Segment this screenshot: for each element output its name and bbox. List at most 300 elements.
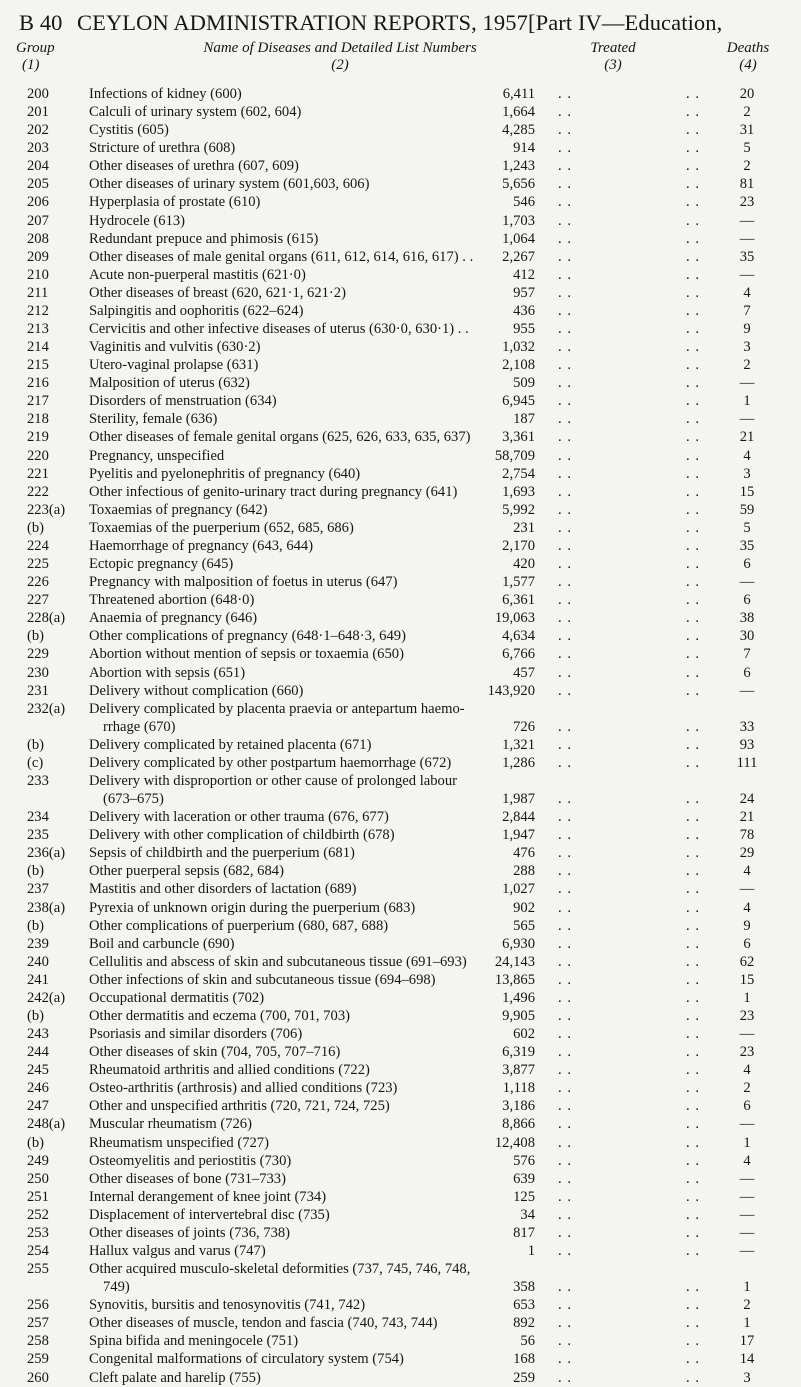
disease-name <box>89 519 669 537</box>
leader-dots: . . <box>686 483 700 500</box>
leader-dots: . . <box>558 1206 572 1223</box>
disease-name <box>89 808 669 826</box>
treated-count: 1,027 <box>502 881 535 898</box>
table-row <box>0 193 801 211</box>
deaths-count: 6 <box>743 935 751 952</box>
group-number: 234 <box>27 809 49 826</box>
disease-name <box>89 935 669 953</box>
column-number-name: (2) <box>331 57 349 73</box>
leader-dots: . . <box>558 574 572 591</box>
table-row <box>0 826 801 844</box>
group-number: 249 <box>27 1152 49 1169</box>
deaths-count: 38 <box>739 610 755 627</box>
leader-dots: . . <box>686 845 700 862</box>
leader-dots: . . <box>686 610 700 627</box>
group-number: 254 <box>27 1243 49 1259</box>
table-row <box>0 573 801 591</box>
table-row <box>0 1260 801 1296</box>
disease-name <box>89 862 669 880</box>
treated-count: 420 <box>513 556 535 573</box>
table-row <box>0 1369 801 1387</box>
deaths-count: 21 <box>739 429 755 446</box>
disease-name <box>89 1314 669 1332</box>
disease-name <box>89 103 669 121</box>
leader-dots: . . <box>686 863 700 880</box>
group-number: 218 <box>27 411 49 428</box>
deaths-count: 6 <box>743 664 751 681</box>
group-number: 236(a) <box>27 845 66 862</box>
leader-dots: . . <box>686 971 700 988</box>
deaths-count: 23 <box>739 1044 755 1061</box>
leader-dots: . . <box>558 1044 572 1061</box>
treated-count: 1,693 <box>502 483 535 500</box>
deaths-count: 9 <box>743 321 751 338</box>
table-row <box>0 1296 801 1314</box>
table-row <box>0 230 801 248</box>
treated-count: 358 <box>513 1279 535 1296</box>
deaths-count: 3 <box>743 339 751 356</box>
leader-dots: . . <box>558 1134 572 1151</box>
group-number: 204 <box>27 158 49 175</box>
disease-name <box>89 736 669 754</box>
column-label-group: Group <box>16 40 55 56</box>
disease-name-line: Other dermatitis and eczema (700, 701, 703) <box>89 1007 350 1024</box>
table-row <box>0 989 801 1007</box>
disease-name-line: Spina bifida and meningocele (751) <box>89 1333 299 1350</box>
deaths-count: 9 <box>743 917 751 934</box>
disease-name-line: Other diseases of bone (731–733) <box>89 1170 286 1187</box>
deaths-count: 1 <box>743 1134 751 1151</box>
leader-dots: . . <box>558 1116 572 1133</box>
treated-count: 288 <box>513 863 535 880</box>
leader-dots: . . <box>558 483 572 500</box>
leader-dots: . . <box>686 284 700 301</box>
disease-name <box>89 139 669 157</box>
disease-name <box>89 645 669 663</box>
deaths-count: 17 <box>739 1333 755 1350</box>
disease-name <box>89 1332 669 1350</box>
leader-dots: . . <box>558 212 572 229</box>
disease-name-line: Mastitis and other disorders of lactation (689) <box>89 881 357 898</box>
deaths-count: — <box>739 682 755 699</box>
leader-dots: . . <box>558 736 572 753</box>
group-number: 230 <box>27 664 49 681</box>
disease-name <box>89 1152 669 1170</box>
leader-dots: . . <box>686 574 700 591</box>
disease-name-line: Delivery complicated by other postpartum haemorrhage (672) <box>89 754 452 771</box>
table-row <box>0 935 801 953</box>
leader-dots: . . <box>558 845 572 862</box>
table-row <box>0 483 801 501</box>
deaths-count: 23 <box>739 1007 755 1024</box>
leader-dots: . . <box>686 881 700 898</box>
treated-count: 1,664 <box>502 104 535 121</box>
leader-dots: . . <box>558 917 572 934</box>
table-row <box>0 1079 801 1097</box>
disease-name-line: Hallux valgus and varus (747) <box>89 1243 266 1259</box>
treated-count: 9,905 <box>502 1007 535 1024</box>
table-row <box>0 591 801 609</box>
group-number: 207 <box>27 212 49 229</box>
group-number: 222 <box>27 483 49 500</box>
leader-dots: . . <box>558 989 572 1006</box>
leader-dots: . . <box>686 1224 700 1241</box>
treated-count: 546 <box>513 194 535 211</box>
group-number: (c) <box>27 754 44 771</box>
table-row <box>0 1025 801 1043</box>
table-row <box>0 1061 801 1079</box>
treated-count: 6,766 <box>502 646 535 663</box>
table-row <box>0 248 801 266</box>
leader-dots: . . <box>558 1369 572 1386</box>
table-row <box>0 555 801 573</box>
group-number: 240 <box>27 953 49 970</box>
treated-count: 902 <box>513 899 535 916</box>
leader-dots: . . <box>686 194 700 211</box>
leader-dots: . . <box>686 122 700 139</box>
disease-name <box>89 555 669 573</box>
deaths-count: 4 <box>743 899 751 916</box>
table-row <box>0 1134 801 1152</box>
deaths-count: 6 <box>743 592 751 609</box>
disease-name <box>89 1242 669 1260</box>
deaths-count: 31 <box>739 122 755 139</box>
treated-count: 436 <box>513 302 535 319</box>
leader-dots: . . <box>558 1026 572 1043</box>
treated-count: 457 <box>513 664 535 681</box>
leader-dots: . . <box>558 1297 572 1314</box>
treated-count: 8,866 <box>502 1116 535 1133</box>
leader-dots: . . <box>558 1080 572 1097</box>
table-row <box>0 338 801 356</box>
disease-name-line: Delivery with disproportion or other cause of prolonged labour <box>89 772 457 789</box>
group-number: 258 <box>27 1333 49 1350</box>
disease-name-line: Pregnancy with malposition of foetus in uterus (647) <box>89 574 398 591</box>
disease-name-line: Vaginitis and vulvitis (630·2) <box>89 339 261 356</box>
disease-name-line: Other and unspecified arthritis (720, 721, 724, 725) <box>89 1098 390 1115</box>
deaths-count: 33 <box>739 718 755 735</box>
group-number: 246 <box>27 1080 49 1097</box>
treated-count: 3,186 <box>502 1098 535 1115</box>
group-number: 212 <box>27 302 49 319</box>
group-number: 237 <box>27 881 49 898</box>
leader-dots: . . <box>558 321 572 338</box>
table-row <box>0 139 801 157</box>
leader-dots: . . <box>558 718 572 735</box>
deaths-count: 81 <box>739 176 755 193</box>
disease-name-line: Other complications of pregnancy (648·1–648·3, 649) <box>89 628 406 645</box>
disease-name <box>89 410 669 428</box>
table-row <box>0 428 801 446</box>
leader-dots: . . <box>686 519 700 536</box>
deaths-count: 3 <box>743 1369 751 1386</box>
leader-dots: . . <box>686 176 700 193</box>
treated-count: 3,361 <box>502 429 535 446</box>
leader-dots: . . <box>686 1007 700 1024</box>
disease-name-line: Synovitis, bursitis and tenosynovitis (741, 742) <box>89 1297 366 1314</box>
leader-dots: . . <box>686 790 700 807</box>
treated-count: 892 <box>513 1315 535 1332</box>
treated-count: 1,947 <box>502 827 535 844</box>
deaths-count: 23 <box>739 194 755 211</box>
table-row <box>0 121 801 139</box>
disease-name <box>89 356 669 374</box>
group-number: 233 <box>27 772 49 789</box>
treated-count: 1,118 <box>502 1080 535 1097</box>
leader-dots: . . <box>558 1188 572 1205</box>
disease-name <box>89 320 669 338</box>
leader-dots: . . <box>558 393 572 410</box>
disease-name <box>89 1007 669 1025</box>
deaths-count: — <box>739 574 755 591</box>
leader-dots: . . <box>558 953 572 970</box>
leader-dots: . . <box>686 1188 700 1205</box>
deaths-count: 59 <box>739 501 755 518</box>
group-number: 221 <box>27 465 49 482</box>
group-number: 243 <box>27 1026 49 1043</box>
leader-dots: . . <box>686 646 700 663</box>
group-number: 206 <box>27 194 49 211</box>
disease-name-line: Other diseases of urethra (607, 609) <box>89 158 299 175</box>
table-row <box>0 85 801 103</box>
table-row <box>0 1043 801 1061</box>
table-row <box>0 103 801 121</box>
leader-dots: . . <box>686 754 700 771</box>
table-row <box>0 627 801 645</box>
table-row <box>0 212 801 230</box>
group-number: 224 <box>27 537 49 554</box>
leader-dots: . . <box>558 827 572 844</box>
disease-name <box>89 754 669 772</box>
disease-name-line: Redundant prepuce and phimosis (615) <box>89 230 319 247</box>
disease-name <box>89 230 669 248</box>
leader-dots: . . <box>686 809 700 826</box>
table-row <box>0 447 801 465</box>
column-header-group <box>16 40 66 78</box>
deaths-count: 15 <box>739 971 755 988</box>
deaths-count: 62 <box>739 953 755 970</box>
leader-dots: . . <box>686 104 700 121</box>
column-number-deaths: (4) <box>739 57 757 73</box>
disease-name-line: Internal derangement of knee joint (734) <box>89 1188 327 1205</box>
disease-table <box>0 85 801 1387</box>
leader-dots: . . <box>686 1279 700 1296</box>
deaths-count: — <box>739 1026 755 1043</box>
disease-name <box>89 772 669 808</box>
deaths-count: — <box>739 375 755 392</box>
table-row <box>0 862 801 880</box>
group-number: 201 <box>27 104 49 121</box>
table-row <box>0 356 801 374</box>
group-number: 223(a) <box>27 501 66 518</box>
deaths-count: 4 <box>743 863 751 880</box>
deaths-count: 7 <box>743 302 751 319</box>
disease-name-line: Salpingitis and oophoritis (622–624) <box>89 302 304 319</box>
leader-dots: . . <box>558 881 572 898</box>
leader-dots: . . <box>558 1279 572 1296</box>
group-number: 232(a) <box>27 700 66 717</box>
leader-dots: . . <box>558 935 572 952</box>
group-number: 235 <box>27 827 49 844</box>
group-number: (b) <box>27 519 45 536</box>
table-row <box>0 501 801 519</box>
group-number: 231 <box>27 682 49 699</box>
table-row <box>0 682 801 700</box>
disease-name-line: Anaemia of pregnancy (646) <box>89 610 258 627</box>
leader-dots: . . <box>686 682 700 699</box>
table-row <box>0 1242 801 1260</box>
treated-count: 19,063 <box>494 610 535 627</box>
disease-name-line: Infections of kidney (600) <box>89 86 242 102</box>
deaths-count: — <box>739 212 755 229</box>
table-row <box>0 410 801 428</box>
disease-name <box>89 1079 669 1097</box>
treated-count: 187 <box>513 411 535 428</box>
group-number: 244 <box>27 1044 49 1061</box>
deaths-count: 20 <box>739 86 755 102</box>
column-header-treated <box>578 40 648 78</box>
group-number: 257 <box>27 1315 49 1332</box>
deaths-count: 3 <box>743 465 751 482</box>
table-row <box>0 1170 801 1188</box>
treated-count: 1,987 <box>502 790 535 807</box>
disease-name <box>89 1134 669 1152</box>
disease-name <box>89 537 669 555</box>
leader-dots: . . <box>558 809 572 826</box>
leader-dots: . . <box>558 971 572 988</box>
leader-dots: . . <box>558 429 572 446</box>
leader-dots: . . <box>686 664 700 681</box>
disease-name-line: Psoriasis and similar disorders (706) <box>89 1026 303 1043</box>
leader-dots: . . <box>686 212 700 229</box>
disease-name-continuation: (673–675) <box>103 790 164 807</box>
leader-dots: . . <box>686 266 700 283</box>
disease-name-line: Other diseases of joints (736, 738) <box>89 1224 291 1241</box>
table-row <box>0 302 801 320</box>
disease-name <box>89 1061 669 1079</box>
deaths-count: 30 <box>739 628 755 645</box>
disease-name <box>89 1025 669 1043</box>
leader-dots: . . <box>686 357 700 374</box>
disease-name-line: Cystitis (605) <box>89 122 169 139</box>
leader-dots: . . <box>558 375 572 392</box>
disease-name-line: Other puerperal sepsis (682, 684) <box>89 863 284 880</box>
table-row <box>0 808 801 826</box>
leader-dots: . . <box>686 1134 700 1151</box>
group-number: 248(a) <box>27 1116 66 1133</box>
leader-dots: . . <box>686 628 700 645</box>
disease-name <box>89 157 669 175</box>
treated-count: 602 <box>513 1026 535 1043</box>
disease-name-line: Threatened abortion (648·0) <box>89 592 255 609</box>
group-number: 245 <box>27 1062 49 1079</box>
group-number: 220 <box>27 447 49 464</box>
group-number: 229 <box>27 646 49 663</box>
leader-dots: . . <box>558 357 572 374</box>
leader-dots: . . <box>686 230 700 247</box>
leader-dots: . . <box>558 1062 572 1079</box>
leader-dots: . . <box>558 302 572 319</box>
group-number: 256 <box>27 1297 49 1314</box>
group-number: 226 <box>27 574 49 591</box>
treated-count: 957 <box>513 284 535 301</box>
disease-name-line: Congenital malformations of circulatory system (754) <box>89 1351 404 1368</box>
deaths-count: 2 <box>743 1080 751 1097</box>
disease-name <box>89 1296 669 1314</box>
table-row <box>0 157 801 175</box>
leader-dots: . . <box>558 1152 572 1169</box>
group-number: 213 <box>27 321 49 338</box>
deaths-count: 4 <box>743 1152 751 1169</box>
table-row <box>0 537 801 555</box>
group-number: (b) <box>27 1007 45 1024</box>
leader-dots: . . <box>686 1315 700 1332</box>
leader-dots: . . <box>558 519 572 536</box>
treated-count: 6,411 <box>502 86 535 102</box>
leader-dots: . . <box>558 284 572 301</box>
disease-name <box>89 1206 669 1224</box>
treated-count: 576 <box>513 1152 535 1169</box>
group-number: (b) <box>27 917 45 934</box>
disease-name-line: Stricture of urethra (608) <box>89 140 236 157</box>
disease-name-line: Osteomyelitis and periostitis (730) <box>89 1152 292 1169</box>
column-label-treated: Treated <box>590 40 636 56</box>
treated-count: 955 <box>513 321 535 338</box>
leader-dots: . . <box>558 754 572 771</box>
leader-dots: . . <box>558 610 572 627</box>
group-number: 255 <box>27 1261 49 1278</box>
leader-dots: . . <box>686 989 700 1006</box>
leader-dots: . . <box>558 1351 572 1368</box>
disease-name-line: Hyperplasia of prostate (610) <box>89 194 261 211</box>
treated-count: 914 <box>513 140 535 157</box>
leader-dots: . . <box>686 537 700 554</box>
disease-name-line: Other diseases of skin (704, 705, 707–716) <box>89 1044 341 1061</box>
table-row <box>0 465 801 483</box>
leader-dots: . . <box>686 556 700 573</box>
disease-name-line: Pyrexia of unknown origin during the puerperium (683) <box>89 899 416 916</box>
treated-count: 1,703 <box>502 212 535 229</box>
treated-count: 5,992 <box>502 501 535 518</box>
treated-count: 565 <box>513 917 535 934</box>
deaths-count: 2 <box>743 1297 751 1314</box>
group-number: 219 <box>27 429 49 446</box>
table-row <box>0 1115 801 1133</box>
disease-name <box>89 971 669 989</box>
leader-dots: . . <box>558 248 572 265</box>
deaths-count: 14 <box>739 1351 755 1368</box>
disease-name <box>89 338 669 356</box>
table-row <box>0 664 801 682</box>
leader-dots: . . <box>558 501 572 518</box>
disease-name-line: Cleft palate and harelip (755) <box>89 1369 261 1386</box>
table-row <box>0 953 801 971</box>
group-number: 208 <box>27 230 49 247</box>
disease-name-line: Hydrocele (613) <box>89 212 186 229</box>
disease-name <box>89 953 669 971</box>
leader-dots: . . <box>558 176 572 193</box>
treated-count: 2,170 <box>502 537 535 554</box>
disease-name-continuation: 749) <box>103 1279 130 1296</box>
group-number: 247 <box>27 1098 49 1115</box>
group-number: 215 <box>27 357 49 374</box>
disease-name <box>89 1224 669 1242</box>
treated-count: 1,032 <box>502 339 535 356</box>
leader-dots: . . <box>686 736 700 753</box>
leader-dots: . . <box>686 321 700 338</box>
disease-name <box>89 682 669 700</box>
table-row <box>0 1224 801 1242</box>
